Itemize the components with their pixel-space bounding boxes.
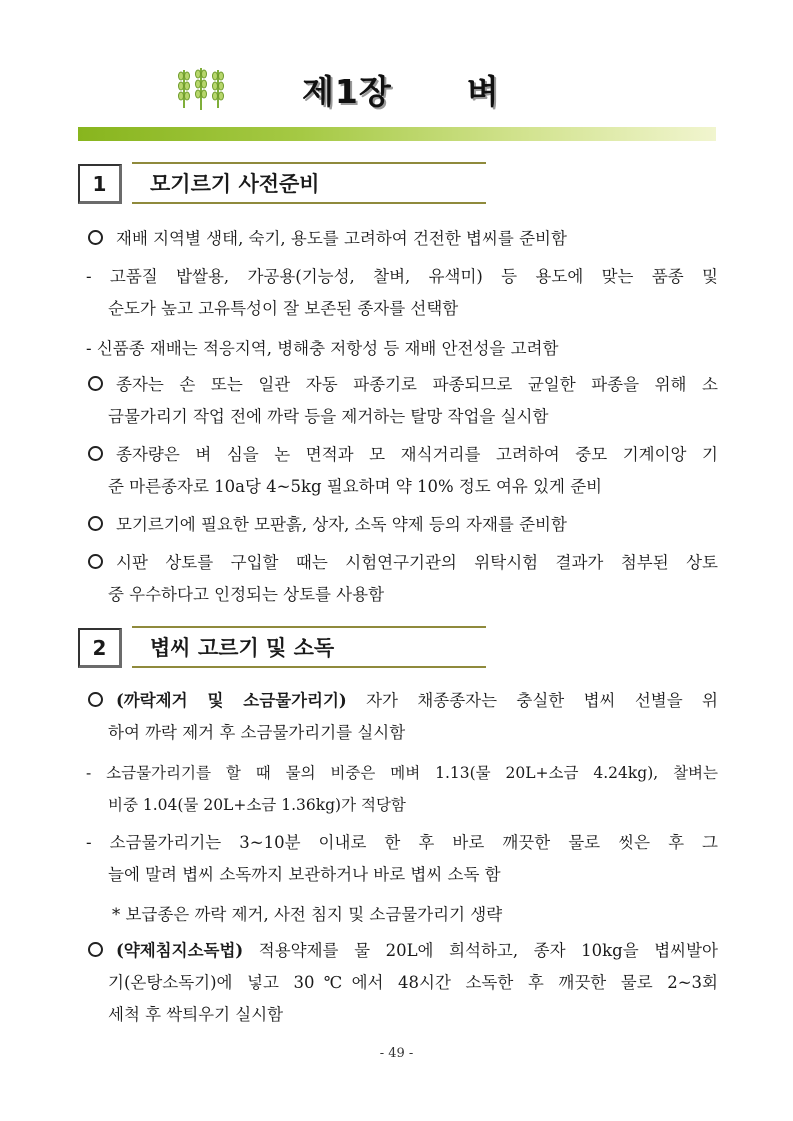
rice-stalk-icon bbox=[178, 66, 224, 112]
chapter-heading bbox=[178, 64, 598, 114]
section-heading-2 bbox=[78, 628, 488, 672]
circle-bullet-icon bbox=[88, 554, 103, 569]
note-text: * 보급종은 까락 제거, 사전 침지 및 소금물가리기 생략 bbox=[112, 905, 503, 924]
title-gradient-bar bbox=[78, 127, 716, 141]
dash-paragraph: - 신품종 재배는 적응지역, 병해충 저항성 등 재배 안전성을 고려함 bbox=[86, 339, 559, 358]
circle-bullet-icon bbox=[88, 376, 103, 391]
section-title: 모기르기 사전준비 bbox=[132, 162, 486, 204]
circle-bullet-icon bbox=[88, 942, 103, 957]
bullet-paragraph: 종자는 손 또는 일관 자동 파종기로 파종되므로 균일한 파종을 위해 소 금물가리기 작업 전에 까락 등을 제거하는 탈망 작업을 실시함 bbox=[86, 368, 718, 434]
section-heading-1 bbox=[78, 164, 488, 208]
section-number: 2 bbox=[78, 628, 122, 668]
circle-bullet-icon bbox=[88, 446, 103, 461]
dash-paragraph: - 소금물가리기를 할 때 물의 비중은 메벼 1.13(물 20L+소금 4.24kg), 찰벼는 비중 1.04(물 20L+소금 1.36kg)가 적당함 bbox=[86, 764, 718, 814]
circle-bullet-icon bbox=[88, 230, 103, 245]
bullet-paragraph: 재배 지역별 생태, 숙기, 용도를 고려하여 건전한 볍씨를 준비함 bbox=[86, 222, 718, 256]
circle-bullet-icon bbox=[88, 516, 103, 531]
bullet-paragraph: (까락제거 및 소금물가리기) 자가 채종종자는 충실한 볍씨 선별을 위 하여 까락 제거 후 소금물가리기를 실시함 bbox=[86, 684, 718, 750]
dash-paragraph: - 소금물가리기는 3~10분 이내로 한 후 바로 깨끗한 물로 씻은 후 그 늘에 말려 볍씨 소독까지 보관하거나 바로 볍씨 소독 함 bbox=[86, 833, 718, 884]
bullet-paragraph: 시판 상토를 구입할 때는 시험연구기관의 위탁시험 결과가 첨부된 상토 중 우수하다고 인정되는 상토를 사용함 bbox=[86, 546, 718, 612]
chapter-title: 제1장 벼 bbox=[302, 72, 500, 111]
circle-bullet-icon bbox=[88, 692, 103, 707]
page-number: - 49 - bbox=[379, 1046, 414, 1061]
section-number: 1 bbox=[78, 164, 122, 204]
bullet-paragraph: 종자량은 벼 심을 논 면적과 모 재식거리를 고려하여 중모 기계이앙 기 준 마른종자로 10a당 4~5kg 필요하며 약 10% 정도 여유 있게 준비 bbox=[86, 438, 718, 504]
dash-paragraph: - 고품질 밥쌀용, 가공용(기능성, 찰벼, 유색미) 등 용도에 맞는 품종 및 순도가 높고 고유특성이 잘 보존된 종자를 선택함 bbox=[86, 267, 718, 318]
section-title: 볍씨 고르기 및 소독 bbox=[132, 626, 486, 668]
bullet-paragraph: (약제침지소독법) 적용약제를 물 20L에 희석하고, 종자 10kg을 볍씨발아 기(온탕소독기)에 넣고 30℃에서 48시간 소독한 후 깨끗한 물로 2~3회 세척 후 싹틔우기 실시함 bbox=[86, 934, 718, 1032]
bullet-paragraph: 모기르기에 필요한 모판흙, 상자, 소독 약제 등의 자재를 준비함 bbox=[86, 508, 718, 542]
